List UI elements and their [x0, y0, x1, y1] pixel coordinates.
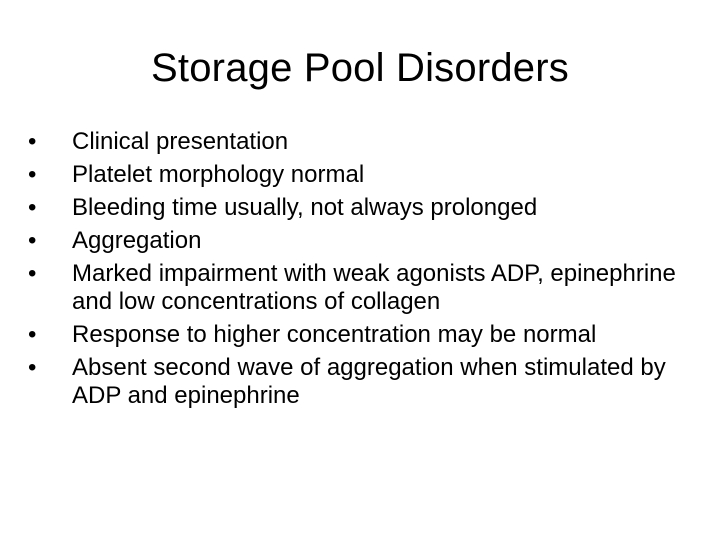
bullet-item — [28, 194, 698, 222]
bullet-text: Clinical presentation — [72, 128, 289, 155]
bullet-dot-icon: • — [28, 260, 37, 287]
bullet-text: Platelet morphology normal — [72, 161, 365, 188]
bullet-item — [28, 161, 698, 189]
bullet-dot-icon: • — [28, 161, 37, 188]
bullet-text: Marked impairment with weak agonists ADP, epinephrine and low concentrations of collagen — [72, 260, 676, 315]
bullet-item — [28, 227, 698, 255]
bullet-text: Bleeding time usually, not always prolonged — [72, 194, 538, 221]
bullet-item — [28, 128, 698, 156]
bullet-text: Response to higher concentration may be normal — [72, 321, 597, 348]
slide-title: Storage Pool Disorders — [151, 46, 569, 90]
bullet-text: Absent second wave of aggregation when stimulated by ADP and epinephrine — [72, 354, 666, 409]
bullet-dot-icon: • — [28, 321, 37, 348]
bullet-dot-icon: • — [28, 227, 37, 254]
bullet-item — [28, 321, 698, 349]
bullet-dot-icon: • — [28, 128, 37, 155]
bullet-dot-icon: • — [28, 194, 37, 221]
bullet-item — [28, 354, 698, 410]
bullet-item — [28, 260, 698, 316]
bullet-dot-icon: • — [28, 354, 37, 381]
bullet-text: Aggregation — [72, 227, 202, 254]
bullet-list — [28, 128, 698, 415]
